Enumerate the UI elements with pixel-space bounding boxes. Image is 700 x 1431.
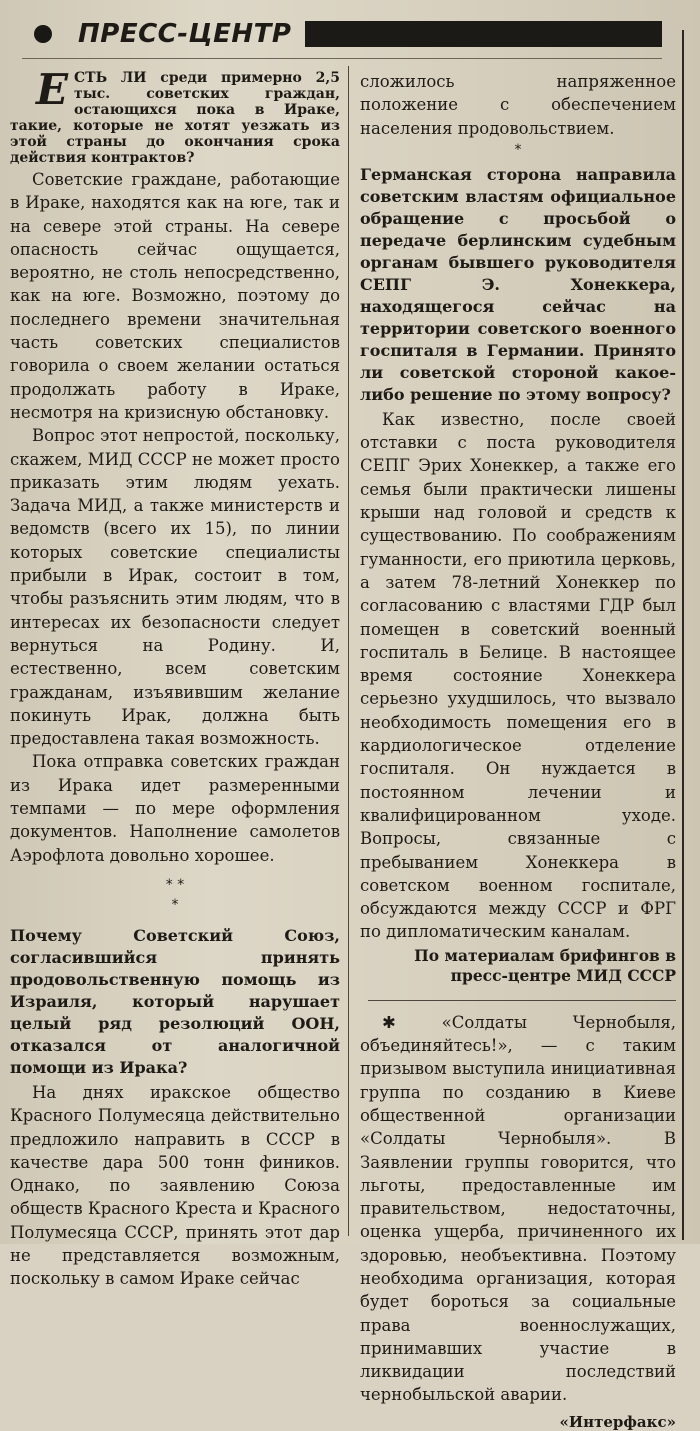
drop-cap: Е: [36, 65, 69, 114]
question-3: Германская сторона направила советским властям официальное обращение с просьбой о передаче берлинским судебным органам бывшего руководителя СЕПГ Э. Хонеккера, находящегося сейчас на территории советского военного госпиталя в Германии. Принято ли советской стороной какое-либо решение по этому вопросу?: [360, 164, 676, 404]
header-bar: [305, 21, 662, 47]
question-2: Почему Советский Союз, согласившийся принять продовольственную помощь из Израиля, который нарушает целый ряд резолюций ООН, отказался от аналогичной помощи из Ирака?: [10, 925, 340, 1077]
answer-1-paragraph-3: Пока отправка советских граждан из Ирака идет размеренными темпами — по мере оформления документов. Наполнение самолетов Аэрофлота довольно хорошее.: [10, 752, 340, 865]
section-header: [22, 14, 662, 54]
answer-1-paragraph-2: Вопрос этот непростой, поскольку, скажем, МИД СССР не может просто приказать этим людям уехать. Задача МИД, а также министерств и ведомств (всего их 15), по линии которых советские специалисты прибыли в Ирак, состоит в том, чтобы разъяснить этим людям, что в интересах их безопасности следует вернуться на Родину. И, естественно, всем советским гражданам, изъявившим желание покинуть Ирак, должна быть предоставлена такая возможность.: [10, 426, 340, 749]
column-divider: [348, 66, 349, 1236]
bullet-icon: [34, 25, 52, 43]
question-1: [10, 65, 340, 166]
news-signature: «Интерфакс»: [559, 1412, 676, 1431]
section-title: ПРЕСС-ЦЕНТР: [78, 19, 292, 49]
question-1-text: СТЬ ЛИ среди примерно 2,5 тыс. советских граждан, остающихся пока в Ираке, такие, которые не хотят уезжать из этой страны до окончания срока действия контрактов?: [10, 70, 340, 166]
answer-1-paragraph-1: Советские граждане, работающие в Ираке, находятся как на юге, так и на севере этой страны. На севере опасность сейчас ощущается, вероятно, не столь непосредственно, как на юге. Возможно, поэтому до последнего времени значительная часть советских специалистов говорила о своем желании остаться продолжать работу в Ираке, несмотря на кризисную обстановку.: [10, 170, 340, 422]
edge-rule: [682, 30, 684, 1240]
right-column: [360, 70, 676, 1431]
answer-3-paragraph-1: Как известно, после своей отставки с поста руководителя СЕПГ Эрих Хонеккер, а также его семья были практически лишены крыши над головой и средств к существованию. По соображениям гуманности, его приютила церковь, а затем 78-летний Хонеккер по согласованию с властями ГДР был помещен в советский военный госпиталь в Белице. В настоящее время состояние Хонеккера серьезно ухудшилось, что вызвало необходимость помещения его в кардиологическое отделение госпиталя. Он нуждается в постоянном лечении и квалифицированном уходе. Вопросы, связанные с пребыванием Хонеккера в советском военном госпитале, обсуждаются между СССР и ФРГ по дипломатическим каналам.: [360, 409, 676, 942]
top-rule: [22, 58, 662, 59]
news-divider: [368, 1000, 676, 1001]
separator-star: *: [514, 141, 522, 158]
answer-2-continuation: сложилось напряженное положение с обеспечением населения продовольствием.: [360, 72, 676, 138]
answer-2-paragraph-1: На днях иракское общество Красного Полумесяца действительно предложило направить в СССР в качестве дара 500 тонн фиников. Однако, по заявлению Союза обществ Красного Креста и Красного Полумесяца СССР, принять этот дар не представляется возможным, поскольку в самом Ираке сейчас: [10, 1082, 340, 1289]
separator-stars: * * *: [165, 876, 185, 913]
left-column: [10, 65, 340, 1289]
source-note: По материалам брифингов в пресс-центре МИД СССР: [414, 945, 676, 985]
news-item: ✱ «Солдаты Чернобыля, объединяйтесь!», — с таким призывом выступила инициативная группа по созданию в Киеве общественной организации «Солдаты Чернобыля». В Заявлении группы говорится, что льготы, предоставленные им правительством, недостаточны, оценка ущерба, причиненного их здоровью, необъективна. Поэтому необходима организация, которая будет бороться за социальные права военнослужащих, принимавших участие в ликвидации последствий чернобыльской аварии.: [360, 1012, 676, 1405]
